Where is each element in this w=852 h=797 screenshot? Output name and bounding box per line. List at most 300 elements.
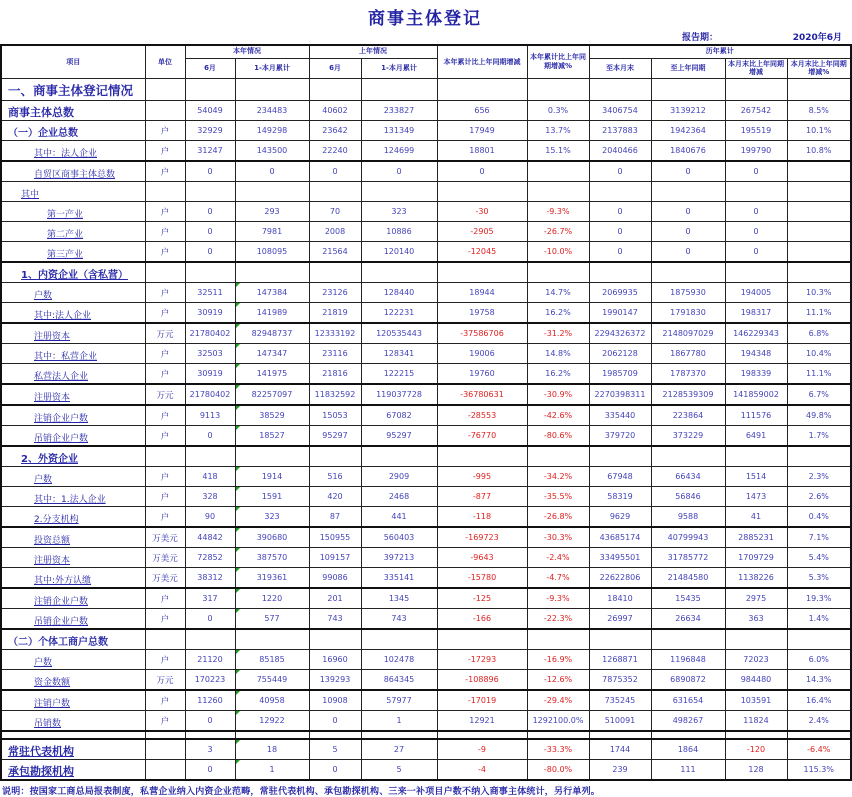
value-cell: 122215 xyxy=(361,364,437,385)
value-cell: 397213 xyxy=(361,548,437,568)
value-cell: 19.3% xyxy=(787,588,851,609)
value-cell: 16.4% xyxy=(787,690,851,711)
value-cell: 0 xyxy=(725,242,787,263)
table-row xyxy=(1,161,851,182)
value-cell: 40958 xyxy=(235,690,309,711)
value-cell: 2468 xyxy=(361,487,437,507)
value-cell: 2.4% xyxy=(787,711,851,732)
value-cell: 44842 xyxy=(185,527,235,548)
value-cell xyxy=(235,629,309,650)
value-cell: 234483 xyxy=(235,101,309,121)
value-cell: 99086 xyxy=(309,568,361,589)
value-cell: 128 xyxy=(725,760,787,781)
value-cell xyxy=(725,79,787,101)
header-month-last: 6月 xyxy=(309,58,361,79)
value-cell xyxy=(725,446,787,467)
row-label: 其中:外方认缴 xyxy=(34,576,92,586)
value-cell: 194348 xyxy=(725,344,787,364)
value-cell xyxy=(787,446,851,467)
value-cell: 146229343 xyxy=(725,323,787,344)
value-cell: -28553 xyxy=(437,405,527,426)
table-row xyxy=(1,426,851,447)
value-cell: -80.0% xyxy=(527,760,589,781)
value-cell: -169723 xyxy=(437,527,527,548)
row-label-cell xyxy=(1,629,145,650)
value-cell: 198317 xyxy=(725,303,787,324)
row-label: 其中：法人企业 xyxy=(34,149,98,159)
table-row xyxy=(1,467,851,487)
table-row xyxy=(1,568,851,589)
value-cell: 57977 xyxy=(361,690,437,711)
value-cell: 0 xyxy=(309,760,361,781)
value-cell: 1268871 xyxy=(589,650,651,670)
value-cell xyxy=(725,629,787,650)
value-cell xyxy=(437,629,527,650)
header-last-year: 上年情况 xyxy=(309,45,437,58)
header-to-last-same: 至上年同期 xyxy=(651,58,725,79)
unit-cell: 户 xyxy=(145,222,185,242)
row-label-cell xyxy=(1,222,145,242)
value-cell: 67948 xyxy=(589,467,651,487)
value-cell xyxy=(361,262,437,283)
value-cell: 1709729 xyxy=(725,548,787,568)
row-label-cell xyxy=(1,588,145,609)
value-cell xyxy=(185,731,235,739)
value-cell: -17293 xyxy=(437,650,527,670)
value-cell: 0 xyxy=(725,222,787,242)
row-label-cell xyxy=(1,344,145,364)
value-cell: -42.6% xyxy=(527,405,589,426)
value-cell: 328 xyxy=(185,487,235,507)
row-label: 一、商事主体登记情况 xyxy=(8,83,134,98)
value-cell: 32511 xyxy=(185,283,235,303)
value-cell: 21564 xyxy=(309,242,361,263)
table-row xyxy=(1,202,851,222)
value-cell: 11824 xyxy=(725,711,787,732)
unit-cell xyxy=(145,79,185,101)
value-cell: 420 xyxy=(309,487,361,507)
value-cell: 54049 xyxy=(185,101,235,121)
value-cell: 1985709 xyxy=(589,364,651,385)
value-cell: 72852 xyxy=(185,548,235,568)
value-cell: 18 xyxy=(235,739,309,760)
value-cell: 141859002 xyxy=(725,384,787,405)
value-cell: 18944 xyxy=(437,283,527,303)
value-cell: 984480 xyxy=(725,670,787,691)
value-cell: 1220 xyxy=(235,588,309,609)
value-cell: -37586706 xyxy=(437,323,527,344)
value-cell: 1787370 xyxy=(651,364,725,385)
value-cell: 0 xyxy=(235,161,309,182)
value-cell: 441 xyxy=(361,507,437,528)
value-cell xyxy=(589,446,651,467)
row-label-cell xyxy=(1,79,145,101)
value-cell: 23126 xyxy=(309,283,361,303)
table-row xyxy=(1,121,851,141)
value-cell: 6.7% xyxy=(787,384,851,405)
value-cell: 14.3% xyxy=(787,670,851,691)
value-cell: 11260 xyxy=(185,690,235,711)
row-label: 注销企业户数 xyxy=(34,597,89,607)
value-cell: 108095 xyxy=(235,242,309,263)
value-cell: 170223 xyxy=(185,670,235,691)
value-cell: 22240 xyxy=(309,141,361,162)
row-label: 其中 xyxy=(21,190,40,200)
row-label-cell xyxy=(1,182,145,202)
row-label: 吊销企业户数 xyxy=(34,434,89,444)
row-label-cell xyxy=(1,303,145,324)
value-cell: 387570 xyxy=(235,548,309,568)
value-cell: 390680 xyxy=(235,527,309,548)
table-row xyxy=(1,283,851,303)
value-cell: 3406754 xyxy=(589,101,651,121)
value-cell xyxy=(589,182,651,202)
value-cell: -26.8% xyxy=(527,507,589,528)
value-cell: 335440 xyxy=(589,405,651,426)
unit-cell: 户 xyxy=(145,467,185,487)
table-row xyxy=(1,405,851,426)
header-yoy-pct: 本年累计比上年同期增减% xyxy=(527,45,589,79)
value-cell xyxy=(651,79,725,101)
table-row xyxy=(1,609,851,630)
value-cell: 5 xyxy=(361,760,437,781)
table-row xyxy=(1,101,851,121)
value-cell xyxy=(361,182,437,202)
value-cell: -80.6% xyxy=(527,426,589,447)
value-cell: 1840676 xyxy=(651,141,725,162)
value-cell: 111576 xyxy=(725,405,787,426)
value-cell: 293 xyxy=(235,202,309,222)
value-cell: 22622806 xyxy=(589,568,651,589)
value-cell: 656 xyxy=(437,101,527,121)
row-label-cell xyxy=(1,487,145,507)
value-cell: 32503 xyxy=(185,344,235,364)
value-cell: 0 xyxy=(725,202,787,222)
value-cell: 7875352 xyxy=(589,670,651,691)
table-row xyxy=(1,487,851,507)
value-cell: 7981 xyxy=(235,222,309,242)
value-cell: 32929 xyxy=(185,121,235,141)
value-cell: 109157 xyxy=(309,548,361,568)
report-period-label: 报告期： xyxy=(682,33,719,43)
unit-cell xyxy=(145,101,185,121)
value-cell: 2069935 xyxy=(589,283,651,303)
value-cell: 90 xyxy=(185,507,235,528)
value-cell: 72023 xyxy=(725,650,787,670)
value-cell xyxy=(185,262,235,283)
row-label-cell xyxy=(1,364,145,385)
value-cell: 27 xyxy=(361,739,437,760)
value-cell xyxy=(787,79,851,101)
row-label-cell xyxy=(1,467,145,487)
value-cell: 1514 xyxy=(725,467,787,487)
report-period-row xyxy=(0,29,850,43)
value-cell: 0 xyxy=(589,222,651,242)
value-cell: -877 xyxy=(437,487,527,507)
value-cell: 319361 xyxy=(235,568,309,589)
row-label: 第二产业 xyxy=(47,230,84,240)
value-cell: 111 xyxy=(651,760,725,781)
value-cell xyxy=(527,182,589,202)
value-cell: 335141 xyxy=(361,568,437,589)
value-cell: -125 xyxy=(437,588,527,609)
value-cell: 56846 xyxy=(651,487,725,507)
value-cell: -26.7% xyxy=(527,222,589,242)
value-cell: 33495501 xyxy=(589,548,651,568)
value-cell: 16960 xyxy=(309,650,361,670)
unit-cell: 户 xyxy=(145,405,185,426)
value-cell: 198339 xyxy=(725,364,787,385)
value-cell: -17019 xyxy=(437,690,527,711)
value-cell xyxy=(235,79,309,101)
value-cell: -31.2% xyxy=(527,323,589,344)
row-label: 其中:法人企业 xyxy=(34,311,92,321)
value-cell: 21816 xyxy=(309,364,361,385)
page-title: 商事主体登记 xyxy=(368,9,482,29)
header-this-year: 本年情况 xyxy=(185,45,309,58)
row-label: （一）企业总数 xyxy=(8,128,78,139)
value-cell: 19006 xyxy=(437,344,527,364)
value-cell: 31785772 xyxy=(651,548,725,568)
row-label-cell xyxy=(1,690,145,711)
value-cell: 10908 xyxy=(309,690,361,711)
row-label: 常驻代表机构 xyxy=(8,745,74,758)
value-cell: 5 xyxy=(309,739,361,760)
unit-cell: 户 xyxy=(145,121,185,141)
table-row xyxy=(1,344,851,364)
row-label-cell xyxy=(1,283,145,303)
value-cell: -120 xyxy=(725,739,787,760)
row-label: 第一产业 xyxy=(47,210,84,220)
row-label-cell xyxy=(1,609,145,630)
value-cell: -76770 xyxy=(437,426,527,447)
value-cell: -16.9% xyxy=(527,650,589,670)
header-month-end-pct: 本月末比上年同期增减% xyxy=(787,58,851,79)
value-cell: 0 xyxy=(185,426,235,447)
value-cell: 14.8% xyxy=(527,344,589,364)
value-cell: 128440 xyxy=(361,283,437,303)
header-month-end-diff: 本月末比上年同期增减 xyxy=(725,58,787,79)
value-cell: 2975 xyxy=(725,588,787,609)
table-body xyxy=(1,79,851,781)
header-multi-year: 历年累计 xyxy=(589,45,851,58)
value-cell: 14.7% xyxy=(527,283,589,303)
unit-cell xyxy=(145,446,185,467)
registration-table xyxy=(0,44,852,781)
row-label-cell xyxy=(1,507,145,528)
unit-cell: 户 xyxy=(145,711,185,732)
value-cell xyxy=(185,446,235,467)
value-cell: 31247 xyxy=(185,141,235,162)
value-cell: 195519 xyxy=(725,121,787,141)
value-cell xyxy=(651,446,725,467)
row-label: 商事主体总数 xyxy=(8,106,74,119)
row-label: 注销户数 xyxy=(34,699,71,709)
table-row xyxy=(1,507,851,528)
value-cell: 2128539309 xyxy=(651,384,725,405)
value-cell xyxy=(787,182,851,202)
value-cell xyxy=(589,629,651,650)
footnote: 说明：按国家工商总局报表制度，私营企业纳入内资企业范畴，常驻代表机构、承包勘探机构、三来一补项目户数不纳入商事主体统计，另行单列。 xyxy=(2,787,601,797)
value-cell: 15435 xyxy=(651,588,725,609)
unit-cell: 户 xyxy=(145,161,185,182)
value-cell: 418 xyxy=(185,467,235,487)
row-label-cell xyxy=(1,760,145,781)
value-cell: -4 xyxy=(437,760,527,781)
value-cell: 323 xyxy=(361,202,437,222)
row-label: 吊销数 xyxy=(34,719,62,729)
row-label: 投资总额 xyxy=(34,536,71,546)
value-cell xyxy=(787,161,851,182)
table-row xyxy=(1,182,851,202)
value-cell xyxy=(527,731,589,739)
value-cell xyxy=(787,731,851,739)
value-cell: 21780402 xyxy=(185,323,235,344)
value-cell xyxy=(527,629,589,650)
row-label: 注销企业户数 xyxy=(34,414,89,424)
value-cell: 17949 xyxy=(437,121,527,141)
row-label-cell xyxy=(1,161,145,182)
value-cell xyxy=(235,182,309,202)
value-cell: -12045 xyxy=(437,242,527,263)
value-cell: 9588 xyxy=(651,507,725,528)
unit-cell: 万美元 xyxy=(145,527,185,548)
table-row xyxy=(1,739,851,760)
header-yoy-diff: 本年累计比上年同期增减 xyxy=(437,45,527,79)
value-cell: 122231 xyxy=(361,303,437,324)
value-cell xyxy=(361,446,437,467)
value-cell: 26997 xyxy=(589,609,651,630)
value-cell: 85185 xyxy=(235,650,309,670)
value-cell: 16.2% xyxy=(527,303,589,324)
unit-cell xyxy=(145,731,185,739)
value-cell: 7.1% xyxy=(787,527,851,548)
value-cell: 1867780 xyxy=(651,344,725,364)
value-cell xyxy=(235,731,309,739)
value-cell xyxy=(787,242,851,263)
value-cell: 120535443 xyxy=(361,323,437,344)
row-label: 户数 xyxy=(34,658,53,668)
value-cell: 9629 xyxy=(589,507,651,528)
value-cell xyxy=(309,731,361,739)
value-cell: 1292100.0% xyxy=(527,711,589,732)
value-cell: 23642 xyxy=(309,121,361,141)
value-cell: 0 xyxy=(309,711,361,732)
value-cell: 19758 xyxy=(437,303,527,324)
value-cell: 735245 xyxy=(589,690,651,711)
value-cell: 1.7% xyxy=(787,426,851,447)
value-cell: 1.4% xyxy=(787,609,851,630)
value-cell: 0 xyxy=(651,222,725,242)
value-cell: 0 xyxy=(725,161,787,182)
row-label: 注册资本 xyxy=(34,556,71,566)
value-cell: 510091 xyxy=(589,711,651,732)
value-cell: 147347 xyxy=(235,344,309,364)
unit-cell: 户 xyxy=(145,426,185,447)
table-row xyxy=(1,141,851,162)
value-cell: 2909 xyxy=(361,467,437,487)
value-cell: -10.0% xyxy=(527,242,589,263)
row-label: 承包勘探机构 xyxy=(8,765,74,778)
value-cell: 743 xyxy=(309,609,361,630)
unit-cell: 户 xyxy=(145,303,185,324)
header-cum-last: 1-本月累计 xyxy=(361,58,437,79)
row-label-cell xyxy=(1,711,145,732)
value-cell: -34.2% xyxy=(527,467,589,487)
unit-cell: 户 xyxy=(145,141,185,162)
value-cell: 124699 xyxy=(361,141,437,162)
row-label-cell xyxy=(1,384,145,405)
value-cell: 2294326372 xyxy=(589,323,651,344)
unit-cell: 万元 xyxy=(145,323,185,344)
value-cell: 115.3% xyxy=(787,760,851,781)
row-label: 资金数额 xyxy=(34,678,71,688)
value-cell: 21819 xyxy=(309,303,361,324)
value-cell: 13.7% xyxy=(527,121,589,141)
value-cell: 19760 xyxy=(437,364,527,385)
value-cell: 1473 xyxy=(725,487,787,507)
unit-cell: 户 xyxy=(145,650,185,670)
value-cell xyxy=(185,182,235,202)
row-label: 吊销企业户数 xyxy=(34,617,89,627)
value-cell xyxy=(725,731,787,739)
value-cell: 11.1% xyxy=(787,364,851,385)
value-cell: 18410 xyxy=(589,588,651,609)
row-label: 自贸区商事主体总数 xyxy=(34,170,116,180)
value-cell: 58319 xyxy=(589,487,651,507)
value-cell: 3139212 xyxy=(651,101,725,121)
value-cell: 498267 xyxy=(651,711,725,732)
value-cell: 2.6% xyxy=(787,487,851,507)
header-item: 项目 xyxy=(1,45,145,79)
row-label: （二）个体工商户总数 xyxy=(8,637,108,648)
value-cell: 11.1% xyxy=(787,303,851,324)
value-cell: 317 xyxy=(185,588,235,609)
value-cell: 1 xyxy=(235,760,309,781)
value-cell: 194005 xyxy=(725,283,787,303)
unit-cell xyxy=(145,182,185,202)
value-cell: 70 xyxy=(309,202,361,222)
header-to-month-end: 至本月末 xyxy=(589,58,651,79)
unit-cell: 户 xyxy=(145,609,185,630)
value-cell xyxy=(589,79,651,101)
value-cell: 0 xyxy=(361,161,437,182)
value-cell: 743 xyxy=(361,609,437,630)
value-cell: 0 xyxy=(651,202,725,222)
value-cell xyxy=(437,731,527,739)
value-cell xyxy=(527,446,589,467)
value-cell: 267542 xyxy=(725,101,787,121)
table-row xyxy=(1,303,851,324)
unit-cell: 户 xyxy=(145,487,185,507)
value-cell: 0 xyxy=(651,161,725,182)
row-label: 户数 xyxy=(34,291,53,301)
value-cell: -30.3% xyxy=(527,527,589,548)
value-cell: 1942364 xyxy=(651,121,725,141)
row-label-cell xyxy=(1,548,145,568)
table-row xyxy=(1,711,851,732)
value-cell: 30919 xyxy=(185,303,235,324)
unit-cell: 万美元 xyxy=(145,568,185,589)
row-label: 户数 xyxy=(34,475,53,485)
table-row xyxy=(1,527,851,548)
value-cell: -6.4% xyxy=(787,739,851,760)
value-cell: 199790 xyxy=(725,141,787,162)
value-cell: -15780 xyxy=(437,568,527,589)
value-cell: 1744 xyxy=(589,739,651,760)
value-cell: 150955 xyxy=(309,527,361,548)
value-cell: 0 xyxy=(589,242,651,263)
